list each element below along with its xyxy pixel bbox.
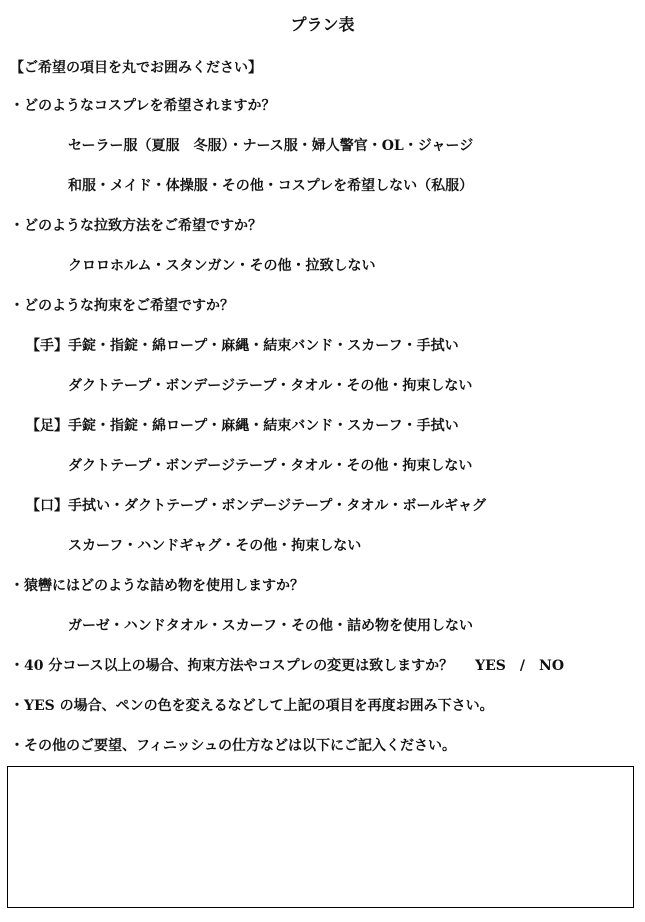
other-requests-label: ・その他のご要望、フィニッシュの仕方などは以下にご記入ください。 bbox=[10, 738, 457, 754]
question-cosplay: ・どのようなコスプレを希望されますか？ bbox=[10, 98, 276, 114]
cosplay-options-line1[interactable]: セーラー服（夏服 冬服）・ナース服・婦人警官・OL・ジャージ bbox=[68, 138, 474, 154]
question-abduction: ・どのような拉致方法をご希望ですか？ bbox=[10, 218, 262, 234]
foot-label: 【足】 bbox=[26, 418, 68, 434]
page-title: プラン表 bbox=[290, 15, 355, 34]
mouth-label: 【口】 bbox=[26, 498, 68, 514]
question-gag-filler: ・猿轡にはどのような詰め物を使用しますか？ bbox=[10, 578, 304, 594]
foot-options-line2[interactable]: ダクトテープ・ボンデージテープ・タオル・その他・拘束しない bbox=[68, 458, 473, 474]
mouth-options-line2[interactable]: スカーフ・ハンドギャグ・その他・拘束しない bbox=[68, 538, 362, 554]
yes-no-choice bbox=[475, 658, 564, 674]
restraint-mouth-row bbox=[26, 496, 486, 516]
cosplay-options-line2[interactable]: 和服・メイド・体操服・その他・コスプレを希望しない（私服） bbox=[68, 178, 474, 194]
note-text: ・YES の場合、ペンの色を変えるなどして上記の項目を再度お囲み下さい。 bbox=[10, 698, 494, 714]
hand-options-line2[interactable]: ダクトテープ・ボンデージテープ・タオル・その他・拘束しない bbox=[68, 378, 473, 394]
question-restraint: ・どのような拘束をご希望ですか？ bbox=[10, 298, 234, 314]
question-change-row bbox=[10, 656, 564, 676]
hand-options-line1[interactable]: 手錠・指錠・綿ロープ・麻縄・結束バンド・スカーフ・手拭い bbox=[68, 338, 459, 354]
mouth-options-line1[interactable]: 手拭い・ダクトテープ・ボンデージテープ・タオル・ボールギャグ bbox=[68, 498, 487, 514]
question-change: ・40 分コース以上の場合、拘束方法やコスプレの変更は致しますか？ bbox=[10, 658, 454, 674]
restraint-hand-row bbox=[26, 336, 459, 356]
restraint-foot-row bbox=[26, 416, 459, 436]
other-requests-box[interactable] bbox=[7, 766, 634, 908]
hand-label: 【手】 bbox=[26, 338, 68, 354]
yes-option[interactable]: YES bbox=[475, 658, 506, 674]
abduction-options[interactable]: クロロホルム・スタンガン・その他・拉致しない bbox=[68, 258, 376, 274]
yes-no-separator: / bbox=[519, 658, 526, 674]
instruction-text: 【ご希望の項目を丸でお囲みください】 bbox=[10, 60, 262, 76]
foot-options-line1[interactable]: 手錠・指錠・綿ロープ・麻縄・結束バンド・スカーフ・手拭い bbox=[68, 418, 459, 434]
gag-filler-options[interactable]: ガーゼ・ハンドタオル・スカーフ・その他・詰め物を使用しない bbox=[68, 618, 474, 634]
no-option[interactable]: NO bbox=[539, 658, 565, 674]
